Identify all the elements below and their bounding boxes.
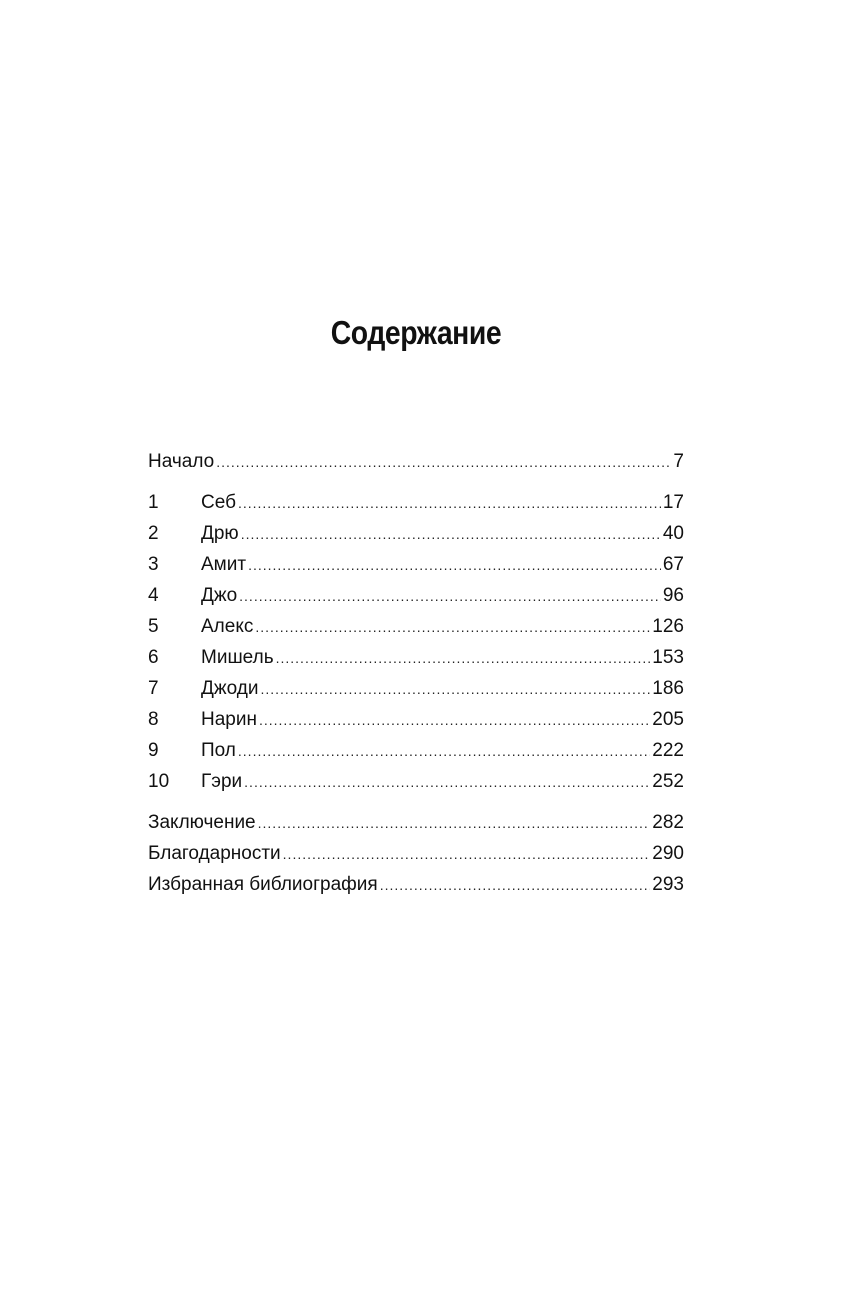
toc-page-number: 17 bbox=[662, 492, 684, 513]
toc-entry-chapter-7[interactable] bbox=[148, 677, 684, 708]
toc-entry-label: Нарин bbox=[201, 709, 257, 730]
toc-page-number: 222 bbox=[652, 740, 684, 761]
toc-entry-label: Джоди bbox=[201, 678, 259, 699]
table-of-contents bbox=[148, 450, 684, 904]
toc-entry-label: Мишель bbox=[201, 647, 274, 668]
toc-page-number: 282 bbox=[652, 812, 684, 833]
toc-leader-dots bbox=[248, 553, 661, 577]
toc-entry-label: Себ bbox=[201, 492, 236, 513]
toc-entry-chapter-5[interactable] bbox=[148, 615, 684, 646]
chapter-number: 9 bbox=[148, 740, 159, 761]
toc-entry-label: Благодарности bbox=[148, 843, 281, 864]
toc-leader-dots bbox=[238, 491, 661, 515]
toc-leader-dots bbox=[241, 522, 661, 546]
chapter-number: 7 bbox=[148, 678, 159, 699]
toc-page-number: 293 bbox=[652, 874, 684, 895]
toc-leader-dots bbox=[283, 842, 651, 866]
toc-entry-bibliography[interactable] bbox=[148, 873, 684, 904]
toc-leader-dots bbox=[244, 770, 650, 794]
chapter-number: 6 bbox=[148, 647, 159, 668]
toc-page-number: 252 bbox=[652, 771, 684, 792]
toc-leader-dots bbox=[260, 677, 650, 701]
toc-page-number: 153 bbox=[652, 647, 684, 668]
toc-page-number: 290 bbox=[652, 843, 684, 864]
toc-entry-conclusion[interactable] bbox=[148, 811, 684, 842]
toc-leader-dots bbox=[216, 450, 671, 474]
chapter-number: 1 bbox=[148, 492, 159, 513]
chapter-number: 10 bbox=[148, 771, 170, 792]
chapter-number: 3 bbox=[148, 554, 159, 575]
toc-page-number: 126 bbox=[652, 616, 684, 637]
toc-entry-label: Дрю bbox=[201, 523, 239, 544]
chapter-number: 8 bbox=[148, 709, 159, 730]
toc-page-number: 67 bbox=[662, 554, 684, 575]
toc-entry-chapter-4[interactable] bbox=[148, 584, 684, 615]
toc-entry-label: Гэри bbox=[201, 771, 243, 792]
chapter-number: 4 bbox=[148, 585, 159, 606]
toc-entry-chapter-8[interactable] bbox=[148, 708, 684, 739]
toc-leader-dots bbox=[276, 646, 651, 670]
toc-page-number: 205 bbox=[652, 709, 684, 730]
toc-entry-chapter-1[interactable] bbox=[148, 491, 684, 522]
toc-entry-chapter-3[interactable] bbox=[148, 553, 684, 584]
toc-page-number: 186 bbox=[652, 678, 684, 699]
toc-page-number: 40 bbox=[662, 523, 684, 544]
toc-leader-dots bbox=[255, 615, 650, 639]
toc-entry-chapter-9[interactable] bbox=[148, 739, 684, 770]
toc-entry-label: Пол bbox=[201, 740, 236, 761]
toc-page-number: 7 bbox=[673, 451, 684, 472]
chapter-number: 2 bbox=[148, 523, 159, 544]
toc-entry-chapter-6[interactable] bbox=[148, 646, 684, 677]
toc-entry-chapter-10[interactable] bbox=[148, 770, 684, 801]
chapter-number: 5 bbox=[148, 616, 159, 637]
toc-entry-label: Заключение bbox=[148, 812, 256, 833]
toc-entry-label: Избранная библиография bbox=[148, 874, 378, 895]
toc-entry-label: Начало bbox=[148, 451, 215, 472]
toc-leader-dots bbox=[380, 873, 651, 897]
toc-leader-dots bbox=[259, 708, 650, 732]
toc-entry-intro[interactable] bbox=[148, 450, 684, 481]
toc-entry-label: Алекс bbox=[201, 616, 254, 637]
toc-entry-chapter-2[interactable] bbox=[148, 522, 684, 553]
toc-entry-acknowledgements[interactable] bbox=[148, 842, 684, 873]
toc-leader-dots bbox=[258, 811, 651, 835]
toc-leader-dots bbox=[238, 739, 650, 763]
toc-leader-dots bbox=[239, 584, 661, 608]
toc-entry-label: Амит bbox=[201, 554, 247, 575]
page-title: Содержание bbox=[330, 314, 502, 352]
toc-page-number: 96 bbox=[662, 585, 684, 606]
toc-entry-label: Джо bbox=[201, 585, 238, 606]
